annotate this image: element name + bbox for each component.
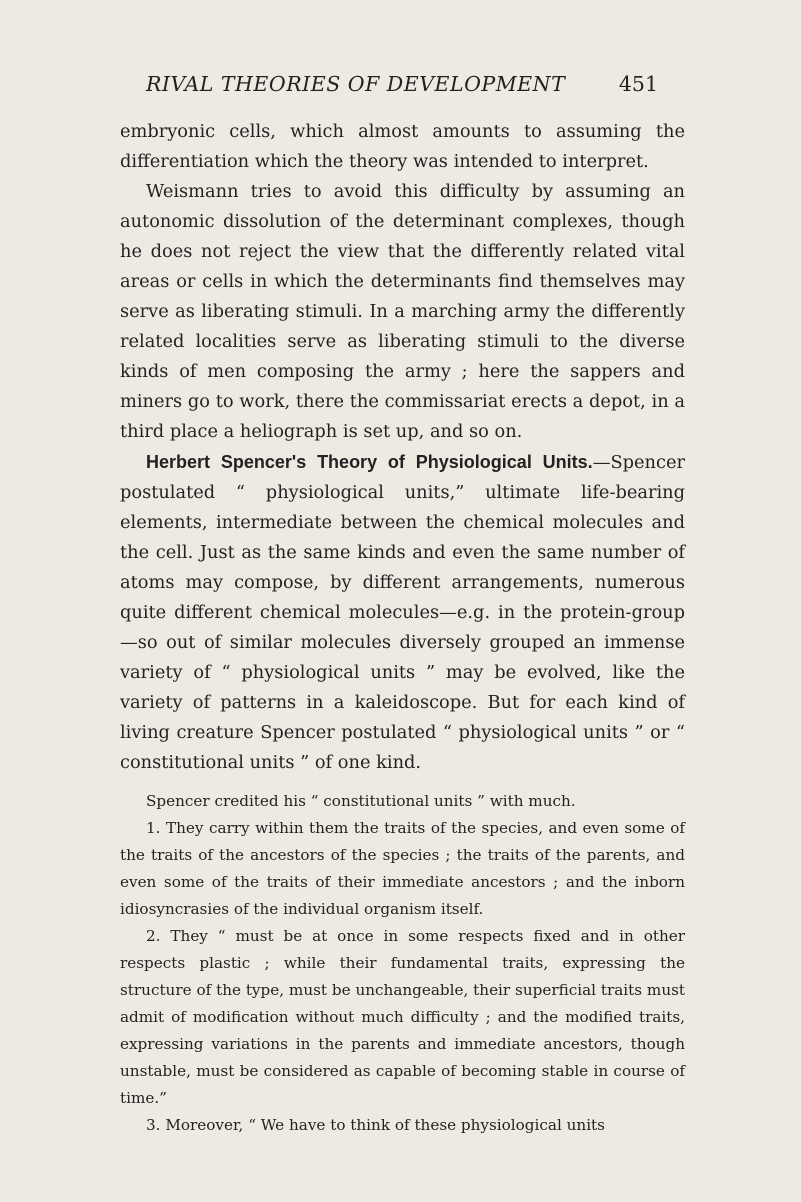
main-text: [120, 117, 685, 1139]
running-title: RIVAL THEORIES OF DEVELOPMENT: [146, 72, 566, 96]
quoted-list: [120, 788, 685, 1139]
paragraph-3-text: —Spencer postulated “ physiological units,” ultimate life-bearing elements, intermediate between the chemical molecules and the cell. Just as the same kinds and even the same number of atoms may compose, by different arrangements, numerous quite different chemical molecules—e.g. in the protein-group—so out of similar molecules diversely grouped an immense variety of “ physiological units ” may be evolved, like the variety of patterns in a kaleidoscope. But for each kind of living creature Spencer postulated “ physiological units ” or “ constitutional units ” of one kind.: [120, 452, 685, 773]
quote-item-1: 1. They carry within them the traits of the species, and even some of the traits of the ancestors of the species ; the traits of the parents, and even some of the traits of their immediate ancestors ; and the inborn idiosyncrasies of the individual organism itself.: [120, 819, 685, 918]
page-number: 451: [618, 72, 658, 96]
paragraph-1: embryonic cells, which almost amounts to assuming the differentiation which the theory was intended to interpret.: [120, 121, 685, 172]
quote-item-3: 3. Moreover, “ We have to think of these physiological units: [146, 1116, 605, 1134]
quote-intro: Spencer credited his “ constitutional units ” with much.: [146, 792, 576, 810]
paragraph-3: [120, 447, 685, 778]
section-heading: Herbert Spencer's Theory of Physiological Units.: [146, 452, 593, 472]
quote-item-2: 2. They “ must be at once in some respects fixed and in other respects plastic ; while their fundamental traits, expressing the structure of the type, must be unchangeable, their superficial traits must admit of modification without much difficulty ; and the modified traits, expressing variations in the parents and immediate ancestors, though unstable, must be considered as capable of becoming stable in course of time.”: [120, 927, 685, 1107]
paragraph-2: Weismann tries to avoid this difficulty by assuming an autonomic dissolution of the determinant complexes, though he does not reject the view that the differently related vital areas or cells in which the determinants find themselves may serve as liberating stimuli. In a marching army the differently related localities serve as liberating stimuli to the diverse kinds of men composing the army ; here the sappers and miners go to work, there the commissariat erects a depot, in a third place a heliograph is set up, and so on.: [120, 181, 685, 442]
running-header: [146, 72, 658, 96]
